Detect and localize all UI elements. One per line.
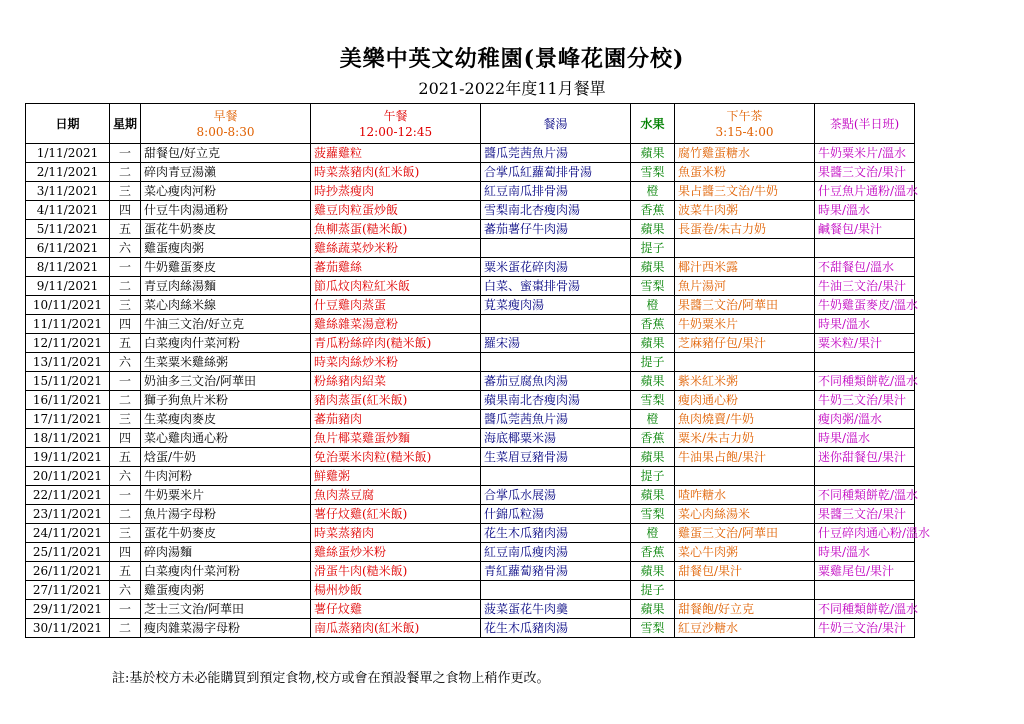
cell-weekday: 一 <box>110 372 141 391</box>
cell-fruit: 蘋果 <box>631 220 675 239</box>
cell-tea: 瘦肉通心粉 <box>675 391 815 410</box>
cell-weekday: 五 <box>110 220 141 239</box>
table-row <box>26 600 915 619</box>
cell-snack: 果醬三文治/果汁 <box>815 163 915 182</box>
table-row <box>26 391 915 410</box>
cell-breakfast: 牛奶粟米片 <box>141 486 311 505</box>
cell-snack <box>815 353 915 372</box>
cell-breakfast: 魚片湯字母粉 <box>141 505 311 524</box>
cell-soup: 海底椰粟米湯 <box>481 429 631 448</box>
cell-snack: 什豆碎肉通心粉/溫水 <box>815 524 915 543</box>
cell-snack <box>815 581 915 600</box>
cell-breakfast: 蛋花牛奶麥皮 <box>141 220 311 239</box>
cell-soup: 蘋果南北杏瘦肉湯 <box>481 391 631 410</box>
menu-table <box>25 103 931 638</box>
cell-weekday: 五 <box>110 562 141 581</box>
cell-soup: 醬瓜莞茜魚片湯 <box>481 410 631 429</box>
cell-weekday: 五 <box>110 334 141 353</box>
cell-soup: 粟米蛋花碎肉湯 <box>481 258 631 277</box>
cell-snack: 牛奶粟米片/溫水 <box>815 144 915 163</box>
cell-tea: 魚肉燒賣/牛奶 <box>675 410 815 429</box>
cell-snack: 牛奶雞蛋麥皮/溫水 <box>815 296 915 315</box>
cell-tea: 甜餐飽/好立克 <box>675 600 815 619</box>
cell-date: 26/11/2021 <box>26 562 110 581</box>
cell-breakfast: 雞蛋瘦肉粥 <box>141 239 311 258</box>
cell-date: 16/11/2021 <box>26 391 110 410</box>
cell-lunch: 魚肉蒸豆腐 <box>311 486 481 505</box>
cell-tea: 長蛋卷/朱古力奶 <box>675 220 815 239</box>
header-fruit: 水果 <box>631 104 675 144</box>
table-row <box>26 144 915 163</box>
cell-tea: 波菜牛肉粥 <box>675 201 815 220</box>
cell-fruit: 雪梨 <box>631 277 675 296</box>
cell-fruit: 蘋果 <box>631 562 675 581</box>
cell-fruit: 香蕉 <box>631 201 675 220</box>
cell-weekday: 六 <box>110 467 141 486</box>
cell-fruit: 橙 <box>631 182 675 201</box>
cell-date: 19/11/2021 <box>26 448 110 467</box>
table-row <box>26 410 915 429</box>
cell-weekday: 一 <box>110 258 141 277</box>
header-snack: 茶點(半日班) <box>815 104 915 144</box>
cell-date: 27/11/2021 <box>26 581 110 600</box>
cell-fruit: 雪梨 <box>631 505 675 524</box>
cell-snack: 時果/溫水 <box>815 315 915 334</box>
table-row <box>26 334 915 353</box>
cell-soup: 蕃茄豆腐魚肉湯 <box>481 372 631 391</box>
cell-weekday: 二 <box>110 277 141 296</box>
cell-fruit: 香蕉 <box>631 543 675 562</box>
cell-tea <box>675 353 815 372</box>
cell-weekday: 三 <box>110 410 141 429</box>
cell-breakfast: 菜心雞肉通心粉 <box>141 429 311 448</box>
cell-tea: 牛油果占飽/果汁 <box>675 448 815 467</box>
cell-lunch: 薯仔炆雞 <box>311 600 481 619</box>
table-row <box>26 429 915 448</box>
cell-date: 10/11/2021 <box>26 296 110 315</box>
cell-lunch: 蕃茄雞絲 <box>311 258 481 277</box>
cell-breakfast: 牛肉河粉 <box>141 467 311 486</box>
cell-soup: 紅豆南瓜排骨湯 <box>481 182 631 201</box>
cell-lunch: 雞豆肉粒蛋炒飯 <box>311 201 481 220</box>
cell-fruit: 香蕉 <box>631 315 675 334</box>
cell-weekday: 二 <box>110 505 141 524</box>
cell-breakfast: 白菜瘦肉什菜河粉 <box>141 562 311 581</box>
cell-fruit: 橙 <box>631 524 675 543</box>
cell-breakfast: 菜心肉絲米線 <box>141 296 311 315</box>
cell-breakfast: 蛋花牛奶麥皮 <box>141 524 311 543</box>
cell-lunch: 雞絲蛋炒米粉 <box>311 543 481 562</box>
cell-soup: 莧菜瘦肉湯 <box>481 296 631 315</box>
cell-tea: 紫米紅米粥 <box>675 372 815 391</box>
header-soup: 餐湯 <box>481 104 631 144</box>
cell-weekday: 一 <box>110 486 141 505</box>
cell-fruit: 蘋果 <box>631 372 675 391</box>
cell-lunch: 豬肉蒸蛋(紅米飯) <box>311 391 481 410</box>
cell-tea <box>675 239 815 258</box>
cell-snack: 不同種類餅乾/溫水 <box>815 372 915 391</box>
cell-tea: 紅豆沙糖水 <box>675 619 815 638</box>
cell-soup: 白菜、蜜棗排骨湯 <box>481 277 631 296</box>
header-tea <box>675 104 815 144</box>
cell-snack: 牛奶三文治/果汁 <box>815 619 915 638</box>
cell-date: 11/11/2021 <box>26 315 110 334</box>
cell-soup: 花生木瓜豬肉湯 <box>481 524 631 543</box>
cell-date: 4/11/2021 <box>26 201 110 220</box>
cell-date: 17/11/2021 <box>26 410 110 429</box>
cell-breakfast: 生菜瘦肉麥皮 <box>141 410 311 429</box>
cell-weekday: 二 <box>110 163 141 182</box>
cell-tea: 菜心牛肉粥 <box>675 543 815 562</box>
cell-date: 24/11/2021 <box>26 524 110 543</box>
cell-date: 9/11/2021 <box>26 277 110 296</box>
cell-lunch: 什豆雞肉蒸蛋 <box>311 296 481 315</box>
cell-soup: 紅豆南瓜瘦肉湯 <box>481 543 631 562</box>
cell-lunch: 雞絲蔬菜炒米粉 <box>311 239 481 258</box>
cell-fruit: 雪梨 <box>631 163 675 182</box>
cell-breakfast: 碎肉湯麵 <box>141 543 311 562</box>
header-date: 日期 <box>26 104 110 144</box>
cell-lunch: 南瓜蒸豬肉(紅米飯) <box>311 619 481 638</box>
cell-snack: 不同種類餅乾/溫水 <box>815 486 915 505</box>
cell-lunch: 蕃茄豬肉 <box>311 410 481 429</box>
cell-snack: 鹹餐包/果汁 <box>815 220 915 239</box>
cell-snack: 粟雞尾包/果汁 <box>815 562 915 581</box>
table-row <box>26 163 915 182</box>
cell-soup: 青紅蘿蔔豬骨湯 <box>481 562 631 581</box>
cell-weekday: 六 <box>110 239 141 258</box>
cell-soup: 醬瓜莞茜魚片湯 <box>481 144 631 163</box>
cell-fruit: 蘋果 <box>631 144 675 163</box>
cell-fruit: 蘋果 <box>631 334 675 353</box>
cell-snack: 迷你甜餐包/果汁 <box>815 448 915 467</box>
table-row <box>26 315 915 334</box>
cell-weekday: 三 <box>110 182 141 201</box>
cell-lunch: 雞絲雜菜湯意粉 <box>311 315 481 334</box>
cell-soup: 雪梨南北杏瘦肉湯 <box>481 201 631 220</box>
cell-date: 3/11/2021 <box>26 182 110 201</box>
cell-tea: 雞蛋三文治/阿華田 <box>675 524 815 543</box>
cell-soup <box>481 467 631 486</box>
cell-tea: 芝麻豬仔包/果汁 <box>675 334 815 353</box>
cell-weekday: 六 <box>110 353 141 372</box>
cell-snack: 果醬三文治/果汁 <box>815 505 915 524</box>
cell-lunch: 滑蛋牛肉(糙米飯) <box>311 562 481 581</box>
cell-date: 6/11/2021 <box>26 239 110 258</box>
cell-snack <box>815 239 915 258</box>
cell-fruit: 橙 <box>631 410 675 429</box>
cell-date: 18/11/2021 <box>26 429 110 448</box>
header-breakfast-time: 8:00-8:30 <box>196 124 255 139</box>
cell-lunch: 時菜肉絲炒米粉 <box>311 353 481 372</box>
cell-fruit: 雪梨 <box>631 619 675 638</box>
cell-lunch: 楊州炒飯 <box>311 581 481 600</box>
table-row <box>26 467 915 486</box>
table-row <box>26 543 915 562</box>
cell-date: 1/11/2021 <box>26 144 110 163</box>
cell-breakfast: 芝士三文治/阿華田 <box>141 600 311 619</box>
cell-date: 13/11/2021 <box>26 353 110 372</box>
cell-lunch: 菠蘿雞粒 <box>311 144 481 163</box>
cell-tea: 魚片湯河 <box>675 277 815 296</box>
cell-tea <box>675 581 815 600</box>
cell-date: 2/11/2021 <box>26 163 110 182</box>
cell-fruit: 提子 <box>631 239 675 258</box>
cell-snack: 不同種類餅乾/溫水 <box>815 600 915 619</box>
cell-breakfast: 牛油三文治/好立克 <box>141 315 311 334</box>
cell-lunch: 魚片椰菜雞蛋炒麵 <box>311 429 481 448</box>
cell-snack: 時果/溫水 <box>815 201 915 220</box>
cell-soup <box>481 239 631 258</box>
cell-breakfast: 白菜瘦肉什菜河粉 <box>141 334 311 353</box>
cell-snack: 粟米粒/果汁 <box>815 334 915 353</box>
cell-breakfast: 瘦肉雜菜湯字母粉 <box>141 619 311 638</box>
cell-fruit: 雪梨 <box>631 391 675 410</box>
table-row <box>26 505 915 524</box>
header-lunch <box>311 104 481 144</box>
table-row <box>26 296 915 315</box>
cell-breakfast: 什豆牛肉湯通粉 <box>141 201 311 220</box>
cell-breakfast: 生菜粟米雞絲粥 <box>141 353 311 372</box>
cell-soup: 羅宋湯 <box>481 334 631 353</box>
cell-lunch: 免治粟米肉粒(糙米飯) <box>311 448 481 467</box>
cell-date: 25/11/2021 <box>26 543 110 562</box>
cell-fruit: 提子 <box>631 353 675 372</box>
cell-weekday: 一 <box>110 600 141 619</box>
cell-weekday: 三 <box>110 296 141 315</box>
cell-lunch: 魚柳蒸蛋(糙米飯) <box>311 220 481 239</box>
cell-snack: 不甜餐包/溫水 <box>815 258 915 277</box>
table-row <box>26 448 915 467</box>
cell-snack: 牛油三文治/果汁 <box>815 277 915 296</box>
cell-snack: 瘦肉粥/溫水 <box>815 410 915 429</box>
cell-breakfast: 雞蛋瘦肉粥 <box>141 581 311 600</box>
cell-tea: 椰汁西米露 <box>675 258 815 277</box>
cell-date: 5/11/2021 <box>26 220 110 239</box>
cell-date: 8/11/2021 <box>26 258 110 277</box>
cell-breakfast: 焓蛋/牛奶 <box>141 448 311 467</box>
cell-weekday: 一 <box>110 144 141 163</box>
cell-lunch: 薯仔炆雞(紅米飯) <box>311 505 481 524</box>
cell-tea: 牛奶粟米片 <box>675 315 815 334</box>
cell-snack: 時果/溫水 <box>815 543 915 562</box>
cell-weekday: 五 <box>110 448 141 467</box>
menu-body <box>26 144 931 638</box>
cell-weekday: 四 <box>110 543 141 562</box>
cell-weekday: 四 <box>110 315 141 334</box>
cell-fruit: 蘋果 <box>631 600 675 619</box>
cell-soup: 菠菜蛋花牛肉羹 <box>481 600 631 619</box>
cell-weekday: 四 <box>110 201 141 220</box>
table-row <box>26 524 915 543</box>
cell-breakfast: 碎肉青豆湯瀨 <box>141 163 311 182</box>
cell-lunch: 粉絲豬肉紹菜 <box>311 372 481 391</box>
header-breakfast-label: 早餐 <box>213 108 238 123</box>
header-tea-time: 3:15-4:00 <box>715 124 774 139</box>
table-header-row <box>26 104 915 144</box>
header-tea-label: 下午茶 <box>726 108 763 123</box>
cell-soup <box>481 581 631 600</box>
table-row <box>26 239 915 258</box>
cell-tea: 粟米/朱古力奶 <box>675 429 815 448</box>
page-subtitle: 2021-2022年度11月餐單 <box>418 79 606 98</box>
cell-date: 22/11/2021 <box>26 486 110 505</box>
cell-tea: 腐竹雞蛋糖水 <box>675 144 815 163</box>
cell-date: 29/11/2021 <box>26 600 110 619</box>
cell-lunch: 時菜蒸豬肉(紅米飯) <box>311 163 481 182</box>
cell-tea: 菜心肉絲湯米 <box>675 505 815 524</box>
cell-breakfast: 青豆肉絲湯麵 <box>141 277 311 296</box>
header-weekday: 星期 <box>110 104 141 144</box>
cell-soup: 生菜眉豆豬骨湯 <box>481 448 631 467</box>
cell-tea <box>675 467 815 486</box>
cell-breakfast: 獅子狗魚片米粉 <box>141 391 311 410</box>
table-row <box>26 277 915 296</box>
cell-fruit: 香蕉 <box>631 429 675 448</box>
table-row <box>26 201 915 220</box>
header-lunch-label: 午餐 <box>383 108 408 123</box>
table-row <box>26 562 915 581</box>
cell-soup <box>481 315 631 334</box>
cell-weekday: 六 <box>110 581 141 600</box>
cell-lunch: 鮮雞粥 <box>311 467 481 486</box>
cell-tea: 果醬三文治/阿華田 <box>675 296 815 315</box>
cell-date: 15/11/2021 <box>26 372 110 391</box>
cell-soup: 合掌瓜紅蘿蔔排骨湯 <box>481 163 631 182</box>
cell-fruit: 蘋果 <box>631 258 675 277</box>
header-breakfast <box>141 104 311 144</box>
cell-weekday: 二 <box>110 619 141 638</box>
table-row <box>26 353 915 372</box>
cell-weekday: 三 <box>110 524 141 543</box>
cell-soup: 蕃茄薯仔牛肉湯 <box>481 220 631 239</box>
cell-tea: 果占醬三文治/牛奶 <box>675 182 815 201</box>
table-row <box>26 486 915 505</box>
table-row <box>26 619 915 638</box>
cell-tea: 魚蛋米粉 <box>675 163 815 182</box>
cell-soup <box>481 353 631 372</box>
page-title: 美樂中英文幼稚園(景峰花園分校) <box>339 46 685 72</box>
cell-soup: 什錦瓜粒湯 <box>481 505 631 524</box>
cell-fruit: 蘋果 <box>631 448 675 467</box>
cell-lunch: 時抄蒸瘦肉 <box>311 182 481 201</box>
header-lunch-time: 12:00-12:45 <box>358 124 433 139</box>
table-row <box>26 372 915 391</box>
cell-date: 20/11/2021 <box>26 467 110 486</box>
cell-fruit: 提子 <box>631 581 675 600</box>
cell-fruit: 橙 <box>631 296 675 315</box>
cell-snack: 時果/溫水 <box>815 429 915 448</box>
cell-lunch: 節瓜炆肉粒紅米飯 <box>311 277 481 296</box>
cell-soup: 合掌瓜水展湯 <box>481 486 631 505</box>
cell-lunch: 時菜蒸豬肉 <box>311 524 481 543</box>
cell-fruit: 蘋果 <box>631 486 675 505</box>
cell-lunch: 青瓜粉絲碎肉(糙米飯) <box>311 334 481 353</box>
cell-snack: 什豆魚片通粉/溫水 <box>815 182 915 201</box>
cell-date: 30/11/2021 <box>26 619 110 638</box>
cell-soup: 花生木瓜豬肉湯 <box>481 619 631 638</box>
cell-weekday: 二 <box>110 391 141 410</box>
cell-tea: 喳咋糖水 <box>675 486 815 505</box>
cell-date: 23/11/2021 <box>26 505 110 524</box>
cell-date: 12/11/2021 <box>26 334 110 353</box>
cell-breakfast: 菜心瘦肉河粉 <box>141 182 311 201</box>
table-row <box>26 220 915 239</box>
table-row <box>26 258 915 277</box>
cell-weekday: 四 <box>110 429 141 448</box>
cell-breakfast: 牛奶雞蛋麥皮 <box>141 258 311 277</box>
table-row <box>26 581 915 600</box>
cell-fruit: 提子 <box>631 467 675 486</box>
cell-snack <box>815 467 915 486</box>
footnote: 註:基於校方未必能購買到預定食物,校方或會在預設餐單之食物上稍作更改。 <box>112 671 550 686</box>
cell-tea: 甜餐包/果汁 <box>675 562 815 581</box>
table-row <box>26 182 915 201</box>
cell-breakfast: 奶油多三文治/阿華田 <box>141 372 311 391</box>
cell-snack: 牛奶三文治/果汁 <box>815 391 915 410</box>
cell-breakfast: 甜餐包/好立克 <box>141 144 311 163</box>
